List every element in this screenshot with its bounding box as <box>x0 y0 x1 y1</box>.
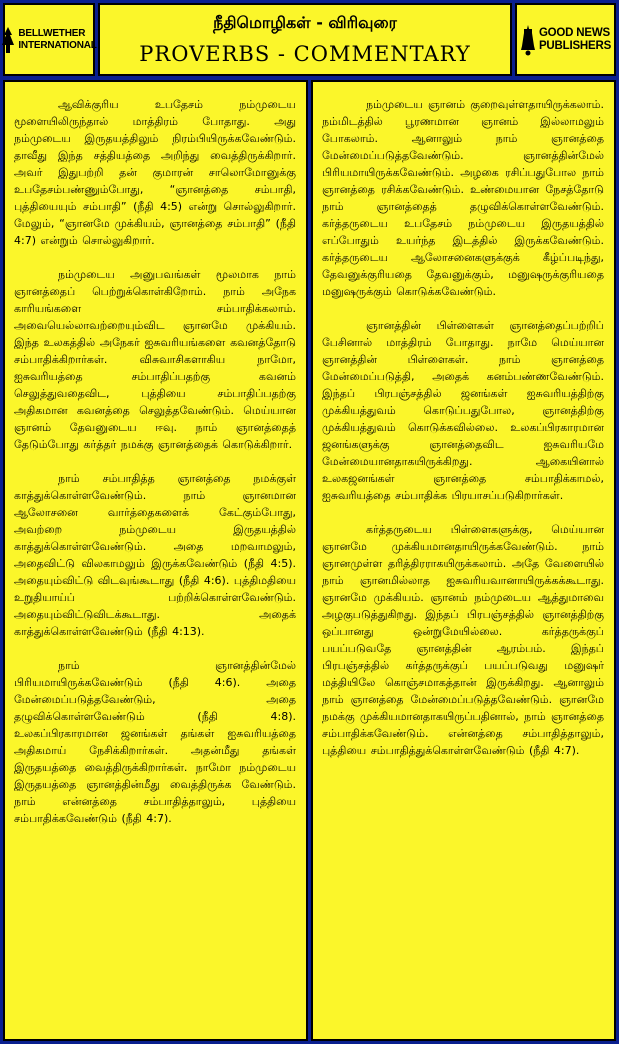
paragraph: நம்முடைய ஞானம் குறைவுள்ளதாயிருக்கலாம். நம்மிடத்தில் பூரணமான ஞானம் இல்லாமலும் போகலாம். ஆனாலும் நாம் ஞானத்தை மேன்மைப்படுத்தவேண்டும். ஞானத்தின்மேல் பிரியமாயிருக்கவேண்டும். அழகை ரசிப்பதுபோல நாம் ஞானத்தை ரசிக்கவேண்டும். உண்மையான நேசத்தோடு நாம் ஞானத்தைத் தழுவிக்கொள்ளவேண்டும். கர்த்தருடைய உபதேசம் நம்முடைய இருதயத்தில் எப்போதும் உயர்ந்த இடத்தில் இருக்கவேண்டும். கர்த்தருடைய ஆலோசனைகளுக்குக் கீழ்ப்படிந்து, தேவனுக்குரியதை தேவனுக்கும், மனுஷருக்குரியதை மனுஷருக்கும் கொடுக்கவேண்டும். <box>322 98 604 298</box>
left-column <box>3 80 308 1041</box>
page-title-english: PROVERBS - COMMENTARY <box>139 41 471 66</box>
paragraph: நம்முடைய அனுபவங்கள் மூலமாக நாம் ஞானத்தைப் பெற்றுக்கொள்கிறோம். நாம் அநேக காரியங்களை சம்பாதிக்கலாம். அவையெல்லாவற்றையும்விட ஞானமே முக்கியம். இந்த உலகத்தில் அநேகர் ஐசுவரியங்களை கவனத்தோடு சம்பாதிக்கிறார்கள். விசுவாசிகளாகிய நாமோ, ஐசுவரியத்தை சம்பாதிப்பதற்கு கவனம் செலுத்துவதைவிட, புத்தியை சம்பாதிப்பதற்கு அதிகமான கவனத்தை செலுத்தவேண்டும். மெய்யான ஞானம் தேவனுடைய ஈவு. நாம் ஞானத்தைத் தேடும்போது கர்த்தர் நமக்கு ஞானத்தைக் கொடுக்கிறார். <box>14 268 296 451</box>
bellwether-logo-text: BELLWETHER INTERNATIONAL <box>18 27 97 51</box>
paragraph: ஆவிக்குரிய உபதேசம் நம்முடைய மூளையிலிருந்தால் மாத்திரம் போதாது. அது நம்முடைய இருதயத்திலும் நிரம்பியிருக்கவேண்டும். தாவீது இந்த சத்தியத்தை அறிந்து வைத்திருக்கிறார். அவர் இதுபற்றி தன் குமாரன் சாலொமோனுக்கு உபதேசம்பண்ணும்போது, “ஞானத்தை சம்பாதி, புத்தியையும் சம்பாதி” (நீதி 4:5) என்று சொல்லுகிறார். மேலும், “ஞானமே முக்கியம், ஞானத்தை சம்பாதி” (நீதி 4:7) என்றும் சொல்லுகிறார். <box>14 98 296 247</box>
good-news-logo-text: GOOD NEWS PUBLISHERS <box>538 26 612 52</box>
paragraph: நாம் ஞானத்தின்மேல் பிரியமாயிருக்கவேண்டும் (நீதி 4:6). அதை மேன்மைப்படுத்தவேண்டும், அதை தழுவிக்கொள்ளவேண்டும் (நீதி 4:8). உலகப்பிரகாரமான ஜனங்கள் தங்கள் ஐசுவரியத்தை அதிகமாய் நேசிக்கிறார்கள். அதன்மீது தங்கள் இருதயத்தை வைத்திருக்கிறார்கள். நாமோ நம்முடைய இருதயத்தை ஞானத்தின்மீது வைத்திருக்க வேண்டும். நாம் என்னத்தை சம்பாதித்தாலும், புத்தியை சம்பாதிக்கவேண்டும் (நீதி 4:7). <box>14 659 296 825</box>
paragraph: நாம் சம்பாதித்த ஞானத்தை நமக்குள் காத்துக்கொள்ளவேண்டும். நாம் ஞானமான ஆலோசனை வார்த்தைகளைக் கேட்கும்போது, அவற்றை நம்முடைய இருதயத்தில் காத்துக்கொள்ளவேண்டும். அதை மறவாமலும், அதைவிட்டு விலகாமலும் இருக்கவேண்டும் (நீதி 4:5). அதையும்விட்டு விடவுங்கூடாது (நீதி 4:6). புத்திமதியை உறுதியாய்ப் பற்றிக்கொள்ளவேண்டும். அதையும்விட்டுவிடக்கூடாது. அதைக் காத்துக்கொள்ளவேண்டும் (நீதி 4:13). <box>14 472 296 638</box>
paragraph: கர்த்தருடைய பிள்ளைகளுக்கு, மெய்யான ஞானமே முக்கியமானதாயிருக்கவேண்டும். நாம் ஞானமுள்ள தரித்திரராகயிருக்கலாம். அதே வேளையில் நாம் ஞானமில்லாத ஐசுவரியவானாயிருக்கக்கூடாது. ஞானமே முக்கியம். ஞானம் நம்முடைய ஆத்துமாவை அழகுபடுத்துகிறது. இந்தப் பிரபஞ்சத்தில் ஞானத்திற்கு ஒப்பானது ஒன்றுமேயில்லை. கர்த்தருக்குப் பயப்படுவதே ஞானத்தின் ஆரம்பம். இந்தப் பிரபஞ்சத்தில் கர்த்தருக்குப் பயப்படுவது மனுஷர் மத்தியிலே கொஞ்சமாகத்தான் இருக்கிறது. ஆனாலும் நாம் ஞானத்தை மேன்மைப்படுத்தவேண்டும். ஞானமே நமக்கு முக்கியமானதாகயிருப்பதினால், நாம் ஞானத்தை சம்பாதிக்கவேண்டும். என்னத்தை சம்பாதித்தாலும், புத்தியை சம்பாதித்துக்கொள்ளவேண்டும் (நீதி 4:7). <box>322 523 604 757</box>
title-box <box>98 3 512 76</box>
bellwether-logo-box <box>3 3 95 76</box>
bellwether-sheep-logo-icon <box>1 25 15 55</box>
paragraph: ஞானத்தின் பிள்ளைகள் ஞானத்தைப்பற்றிப் பேசினால் மாத்திரம் போதாது. நாமே மெய்யான ஞானத்தின் பிள்ளைகள். நாம் ஞானத்தை மேன்மைப்படுத்தி, அதைக் கனம்பண்ணவேண்டும். இந்தப் பிரபஞ்சத்தில் ஜனங்கள் ஐசுவரியத்திற்கு முக்கியத்துவம் கொடுப்பதுபோல, ஞானத்திற்கு முக்கியத்துவம் கொடுக்கவில்லை. உலகப்பிரகாரமான ஜனங்களுக்கு ஞானத்தைவிட ஐசுவரியமே மேன்மையானதாகயிருக்கிறது. ஆகையினால் உலகஜனங்கள் ஞானத்தை சம்பாதிக்காமல், ஐசுவரியத்தை சம்பாதிக்க பிரயாசப்படுகிறார்கள். <box>322 319 604 502</box>
good-news-bell-logo-icon <box>520 24 536 56</box>
good-news-logo-box <box>515 3 616 76</box>
page-title-tamil: நீதிமொழிகள் - விரிவுரை <box>213 12 397 32</box>
page-header <box>3 3 616 76</box>
right-column <box>311 80 616 1041</box>
